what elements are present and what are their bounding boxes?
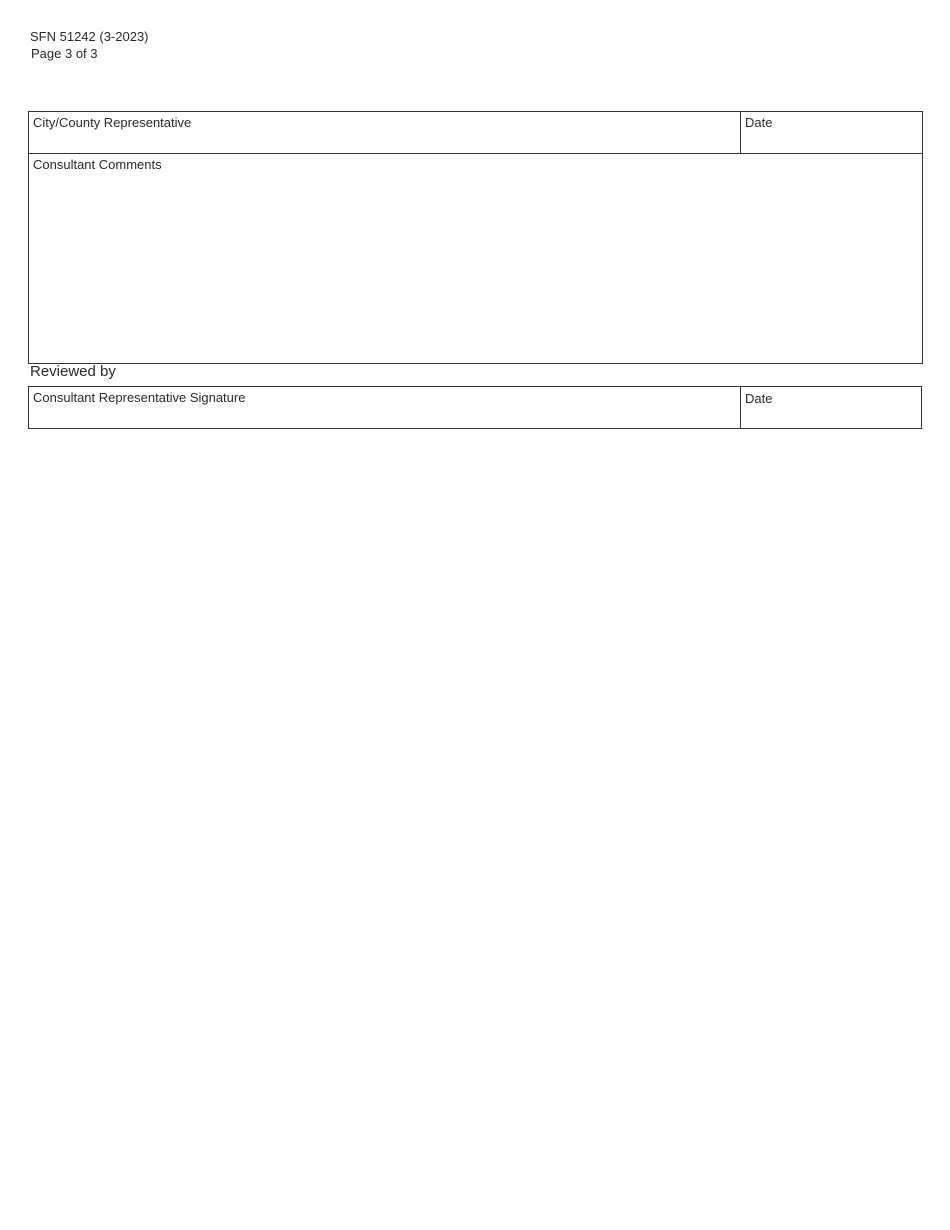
consultant-signature-row bbox=[28, 386, 922, 429]
page-number: Page 3 of 3 bbox=[31, 46, 98, 61]
consultant-date-label: Date bbox=[745, 391, 773, 406]
consultant-signature-field[interactable] bbox=[29, 387, 741, 428]
consultant-comments-label-cell bbox=[29, 154, 166, 176]
consultant-comments-label: Consultant Comments bbox=[33, 157, 162, 172]
reviewed-by-label: Reviewed by bbox=[30, 363, 116, 380]
consultant-date-field[interactable] bbox=[741, 388, 921, 428]
consultant-signature-label: Consultant Representative Signature bbox=[33, 390, 246, 405]
city-county-representative-field[interactable] bbox=[29, 112, 741, 153]
city-county-date-label: Date bbox=[745, 115, 773, 130]
consultant-comments-box[interactable] bbox=[28, 153, 923, 364]
city-county-date-field[interactable] bbox=[741, 112, 922, 153]
form-header bbox=[30, 28, 149, 62]
form-number: SFN 51242 (3-2023) bbox=[30, 29, 149, 44]
city-county-row bbox=[28, 111, 923, 154]
city-county-representative-label: City/County Representative bbox=[33, 115, 192, 130]
